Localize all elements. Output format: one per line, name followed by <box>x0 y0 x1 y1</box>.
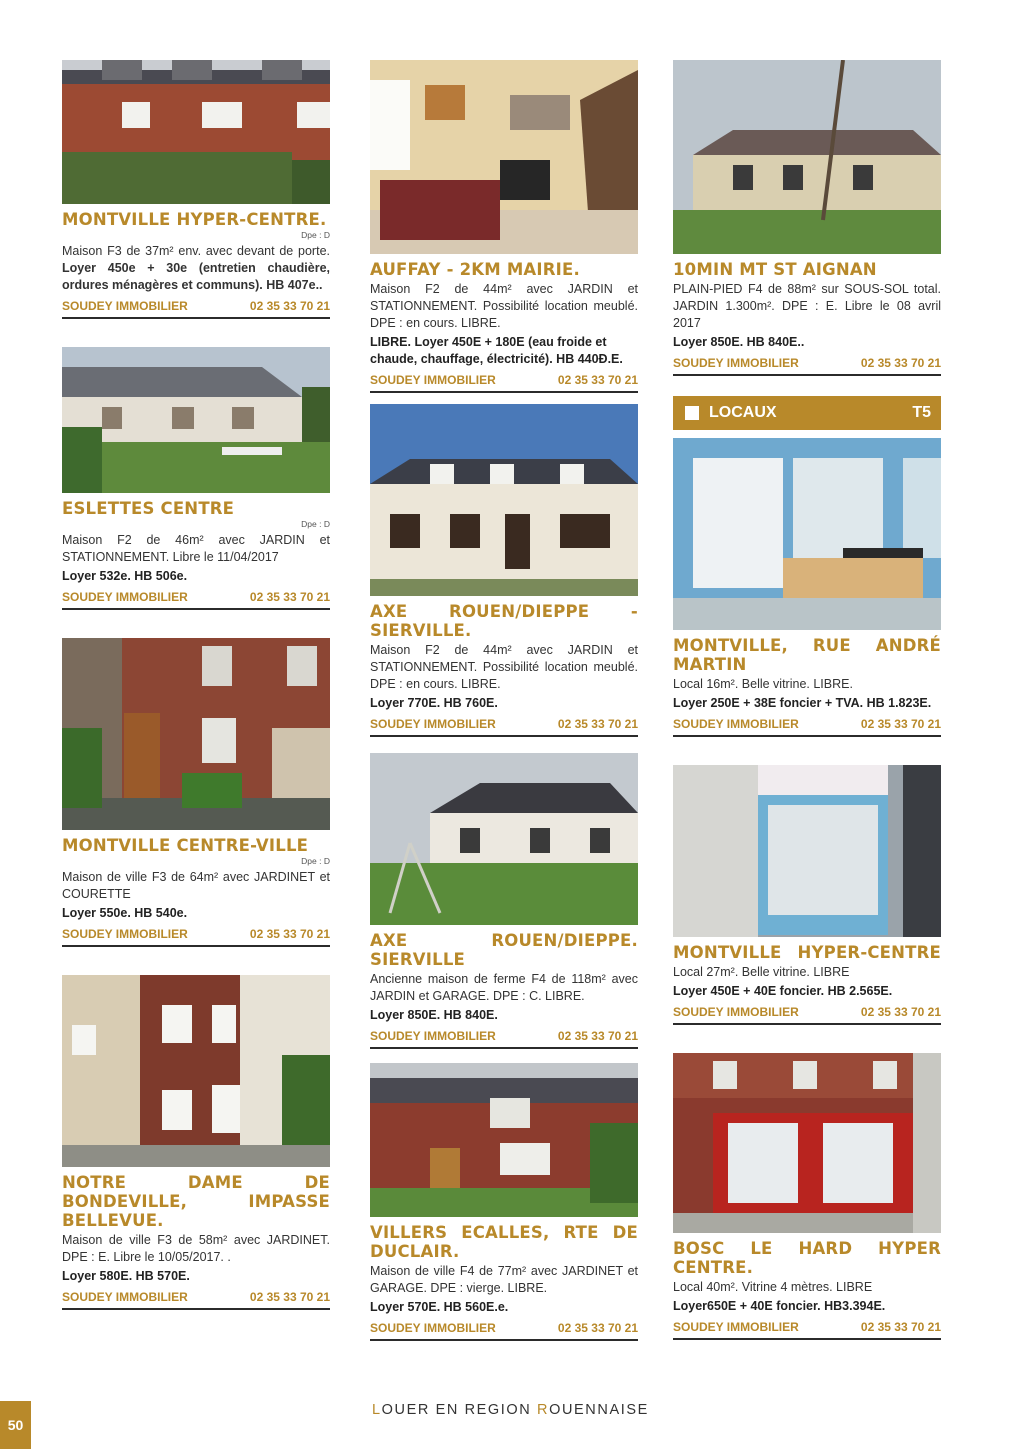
agency-name: SOUDEY IMMOBILIER <box>62 299 188 313</box>
listing-description: Local 16m². Belle vitrine. LIBRE. <box>673 677 853 691</box>
column-right <box>673 60 941 1340</box>
section-tag: T5 <box>912 404 931 421</box>
agency-phone[interactable]: 02 35 33 70 21 <box>860 356 941 370</box>
listing-description: Local 27m². Belle vitrine. LIBRE <box>673 965 850 979</box>
agency-phone[interactable]: 02 35 33 70 21 <box>860 717 941 731</box>
listing-description: Maison de ville F3 de 64m² avec JARDINET et COURETTE <box>62 870 330 901</box>
agency-name: SOUDEY IMMOBILIER <box>673 1005 799 1019</box>
listing-title: VILLERS ECALLES, RTE DE DUCLAIR. <box>370 1223 638 1261</box>
agency-line <box>370 1321 638 1341</box>
listing-photo <box>62 638 330 830</box>
agency-phone[interactable]: 02 35 33 70 21 <box>557 373 638 387</box>
listing-title: MONTVILLE CENTRE-VILLE <box>62 836 309 855</box>
agency-line <box>673 1320 941 1340</box>
agency-name: SOUDEY IMMOBILIER <box>673 1320 799 1334</box>
listing-price: Loyer 570E. HB 560E.e. <box>370 1300 509 1314</box>
agency-line <box>370 1029 638 1049</box>
agency-line <box>62 1290 330 1310</box>
listing-title: MONTVILLE, RUE ANDRÉ MARTIN <box>673 636 941 674</box>
agency-phone[interactable]: 02 35 33 70 21 <box>557 717 638 731</box>
agency-name: SOUDEY IMMOBILIER <box>62 1290 188 1304</box>
listing-title: 10MIN MT ST AIGNAN <box>673 260 877 279</box>
listing-photo <box>673 60 941 254</box>
agency-phone[interactable]: 02 35 33 70 21 <box>249 590 330 604</box>
listing-photo <box>62 60 330 204</box>
listing-photo <box>62 975 330 1167</box>
agency-phone[interactable]: 02 35 33 70 21 <box>249 1290 330 1304</box>
listing-title: AXE ROUEN/DIEPPE. SIERVILLE <box>370 931 638 969</box>
listing-notre-dame-de-bondeville[interactable] <box>62 975 330 1310</box>
dpe-label: Dpe : D <box>301 856 330 866</box>
agency-phone[interactable]: 02 35 33 70 21 <box>249 927 330 941</box>
agency-line <box>370 373 638 393</box>
agency-phone[interactable]: 02 35 33 70 21 <box>557 1029 638 1043</box>
agency-line <box>62 299 330 319</box>
listing-photo <box>370 753 638 925</box>
listing-title: AXE ROUEN/DIEPPE - SIERVILLE. <box>370 602 638 640</box>
page-number: 50 <box>0 1401 31 1449</box>
listing-description: Maison de ville F4 de 77m² avec JARDINET et GARAGE. DPE : vierge. LIBRE. <box>370 1264 638 1295</box>
listing-photo <box>673 438 941 630</box>
listing-bosc-le-hard[interactable] <box>673 1053 941 1340</box>
listing-montville-hyper-centre-local[interactable] <box>673 765 941 1025</box>
listing-description: Ancienne maison de ferme F4 de 118m² avec JARDIN et GARAGE. DPE : C. LIBRE. <box>370 972 638 1003</box>
listing-title: NOTRE DAME DE BONDEVILLE, IMPASSE BELLEVUE. <box>62 1173 330 1230</box>
column-left <box>62 60 330 1310</box>
agency-phone[interactable]: 02 35 33 70 21 <box>249 299 330 313</box>
listing-description: Maison F3 de 37m² env. avec devant de porte. Loyer 450e + 30e (entretien chaudière, ordures ménagères et communs). HB 407e.. <box>62 244 330 292</box>
listing-photo <box>370 1063 638 1217</box>
listing-sierville-1[interactable] <box>370 404 638 737</box>
listing-sierville-2[interactable] <box>370 753 638 1049</box>
listing-title: ESLETTES CENTRE <box>62 499 235 518</box>
listing-description: Maison F2 de 46m² avec JARDIN et STATIONNEMENT. Libre le 11/04/2017 <box>62 533 330 564</box>
listing-price: Loyer 450E + 40E foncier. HB 2.565E. <box>673 984 893 998</box>
listing-price: Loyer 580E. HB 570E. <box>62 1269 190 1283</box>
footer-publication-name: LOUER EN REGION ROUENNAISE <box>372 1402 649 1418</box>
listing-photo <box>370 60 638 254</box>
section-locaux-header <box>673 396 941 430</box>
agency-name: SOUDEY IMMOBILIER <box>370 717 496 731</box>
listing-photo <box>673 765 941 937</box>
listing-title: MONTVILLE HYPER-CENTRE. <box>62 210 327 229</box>
dpe-label: Dpe : D <box>301 519 330 529</box>
listing-price: Loyer 550e. HB 540e. <box>62 906 188 920</box>
listing-description: Maison de ville F3 de 58m² avec JARDINET. DPE : E. Libre le 10/05/2017. . <box>62 1233 330 1264</box>
listing-description: Maison F2 de 44m² avec JARDIN et STATIONNEMENT. Possibilité location meublé. DPE : en cours. LIBRE. <box>370 643 638 691</box>
listing-montville-rue-andre-martin[interactable] <box>673 438 941 737</box>
listing-photo <box>370 404 638 596</box>
listing-mt-st-aignan[interactable] <box>673 60 941 376</box>
listing-price: Loyer 770E. HB 760E. <box>370 696 498 710</box>
listing-price: Loyer 532e. HB 506e. <box>62 569 188 583</box>
agency-name: SOUDEY IMMOBILIER <box>62 927 188 941</box>
listing-description: Local 40m². Vitrine 4 mètres. LIBRE <box>673 1280 873 1294</box>
listing-price: LIBRE. Loyer 450E + 180E (eau froide et chaude, chauffage, électricité). HB 440Ð.E. <box>370 335 623 366</box>
dpe-label: Dpe : D <box>301 230 330 240</box>
listing-montville-centre-ville[interactable] <box>62 638 330 947</box>
listing-price: Loyer 850E. HB 840E. <box>370 1008 498 1022</box>
listing-auffay[interactable] <box>370 60 638 393</box>
agency-line <box>673 356 941 376</box>
listing-description: Maison F2 de 44m² avec JARDIN et STATIONNEMENT. Possibilité location meublé. DPE : en cours. LIBRE. <box>370 282 638 330</box>
agency-name: SOUDEY IMMOBILIER <box>62 590 188 604</box>
listing-photo <box>673 1053 941 1233</box>
agency-line <box>62 590 330 610</box>
listing-price: Loyer 250E + 38E foncier + TVA. HB 1.823E. <box>673 696 932 710</box>
agency-name: SOUDEY IMMOBILIER <box>370 373 496 387</box>
listing-title: BOSC LE HARD HYPER CENTRE. <box>673 1239 941 1277</box>
agency-name: SOUDEY IMMOBILIER <box>370 1029 496 1043</box>
listing-title: MONTVILLE HYPER-CENTRE <box>673 943 941 962</box>
agency-line <box>62 927 330 947</box>
listing-description: PLAIN-PIED F4 de 88m² sur SOUS-SOL total. JARDIN 1.300m². DPE : E. Libre le 08 avril 2017 <box>673 282 941 330</box>
column-middle <box>370 60 638 1341</box>
listing-price: Loyer 850E. HB 840E.. <box>673 335 805 349</box>
listing-eslettes-centre[interactable] <box>62 347 330 610</box>
listing-villers-ecalles[interactable] <box>370 1063 638 1341</box>
listing-title: AUFFAY - 2KM MAIRIE. <box>370 260 580 279</box>
agency-line <box>370 717 638 737</box>
agency-name: SOUDEY IMMOBILIER <box>673 717 799 731</box>
agency-phone[interactable]: 02 35 33 70 21 <box>557 1321 638 1335</box>
agency-line <box>673 1005 941 1025</box>
listing-photo <box>62 347 330 493</box>
agency-phone[interactable]: 02 35 33 70 21 <box>860 1005 941 1019</box>
square-icon <box>685 406 699 420</box>
agency-name: SOUDEY IMMOBILIER <box>370 1321 496 1335</box>
agency-name: SOUDEY IMMOBILIER <box>673 356 799 370</box>
section-label: LOCAUX <box>709 404 777 421</box>
agency-phone[interactable]: 02 35 33 70 21 <box>860 1320 941 1334</box>
listing-montville-hyper-centre[interactable] <box>62 60 330 319</box>
listing-price: Loyer650E + 40E foncier. HB3.394E. <box>673 1299 886 1313</box>
agency-line <box>673 717 941 737</box>
